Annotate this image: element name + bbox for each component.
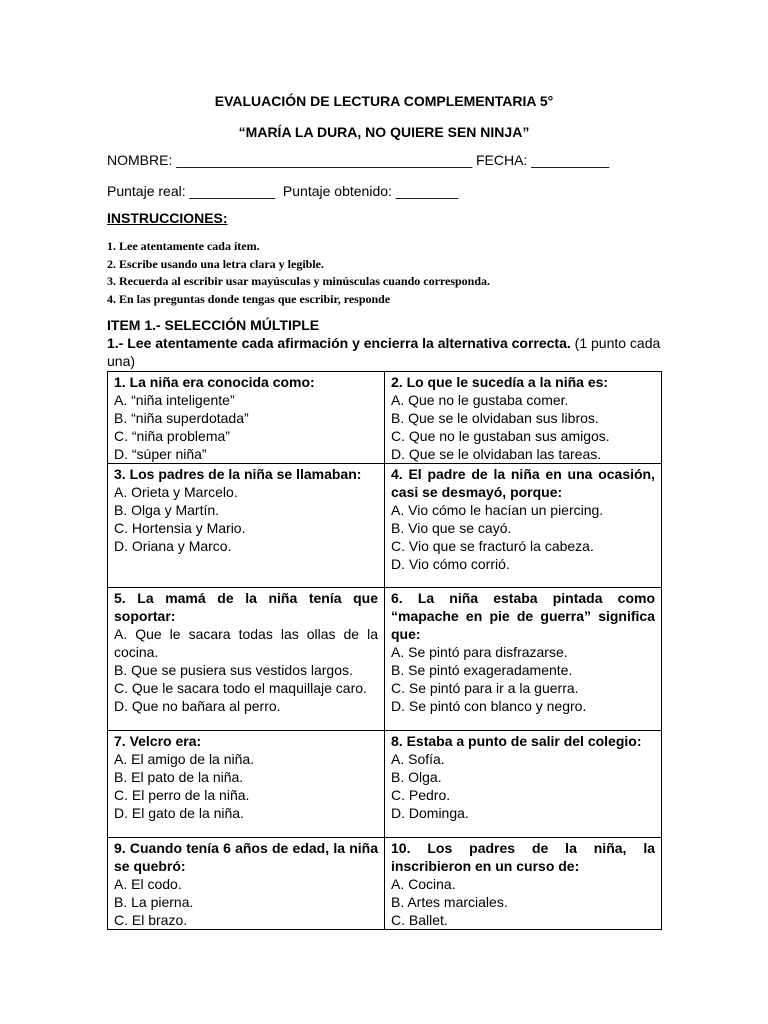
instructions-heading: INSTRUCCIONES: [107,210,228,226]
item-instruction [107,335,667,370]
question-text: 5. La mamá de la niña tenía que soportar: [114,590,378,624]
instruction-item: 4. En las preguntas donde tengas que escribir, responde [107,291,391,306]
score-field: Puntaje real: ___________ Puntaje obtenido: ________ [107,183,459,199]
question-row [108,588,662,731]
answer-option[interactable]: C. Vio que se fracturó la cabeza. [391,538,594,554]
answer-option[interactable]: A. “niña inteligente” [114,392,235,408]
question-row [108,838,662,930]
answer-option[interactable]: B. Olga. [391,769,442,785]
question-cell [108,731,385,838]
question-text: 10. Los padres de la niña, la inscribieron en un curso de: [391,840,655,874]
question-cell [385,731,662,838]
answer-option[interactable]: A. El codo. [114,876,182,892]
answer-option[interactable]: D. Oriana y Marco. [114,538,232,554]
answer-option[interactable]: D. Que se le olvidaban las tareas. [391,446,602,462]
book-title: “MARÍA LA DURA, NO QUIERE SEN NINJA” [238,124,530,140]
question-cell [108,464,385,588]
answer-option[interactable]: B. Que se pusiera sus vestidos largos. [114,662,353,678]
instruction-item: 2. Escribe usando una letra clara y legible. [107,256,324,271]
question-text: 6. La niña estaba pintada como “mapache en pie de guerra” significa que: [391,590,655,642]
name-date-field: NOMBRE: ______________________________________ FECHA: __________ [107,152,610,168]
answer-option[interactable]: C. Se pintó para ir a la guerra. [391,680,579,696]
answer-option[interactable]: A. Orieta y Marcelo. [114,484,238,500]
answer-option[interactable]: A. Que no le gustaba comer. [391,392,569,408]
question-text: 7. Velcro era: [114,733,202,749]
questions-table [107,371,662,930]
answer-option[interactable]: C. Pedro. [391,787,451,803]
question-text: 9. Cuando tenía 6 años de edad, la niña se quebró: [114,840,378,874]
question-cell [385,588,662,731]
item-instruction-bold: 1.- Lee atentamente cada afirmación y encierra la alternativa correcta. [107,335,571,351]
question-cell [108,372,385,464]
document-title: EVALUACIÓN DE LECTURA COMPLEMENTARIA 5° [214,93,554,109]
question-text: 1. La niña era conocida como: [114,374,315,390]
answer-option[interactable]: A. Se pintó para disfrazarse. [391,644,568,660]
answer-option[interactable]: C. El perro de la niña. [114,787,250,803]
question-cell [385,838,662,930]
answer-option[interactable]: A. El amigo de la niña. [114,751,255,767]
answer-option[interactable]: B. Vio que se cayó. [391,520,512,536]
question-text: 3. Los padres de la niña se llamaban: [114,466,362,482]
item-instruction-points: (1 punto cada una) [107,335,661,369]
answer-option[interactable]: C. Ballet. [391,912,448,928]
question-row [108,372,662,464]
question-text: 8. Estaba a punto de salir del colegio: [391,733,642,749]
instruction-item: 3. Recuerda al escribir usar mayúsculas y minúsculas cuando corresponda. [107,274,491,288]
answer-option[interactable]: C. Hortensia y Mario. [114,520,246,536]
answer-option[interactable]: D. Dominga. [391,805,469,821]
answer-option[interactable]: B. Se pintó exageradamente. [391,662,573,678]
answer-option[interactable]: B. Artes marciales. [391,894,508,910]
question-cell [108,838,385,930]
instruction-item: 1. Lee atentamente cada ítem. [107,239,260,253]
answer-option[interactable]: C. Que le sacara todo el maquillaje caro. [114,680,367,696]
question-cell [108,588,385,731]
answer-option[interactable]: A. Sofía. [391,751,445,767]
answer-option[interactable]: D. “súper niña” [114,446,207,462]
answer-option[interactable]: B. La pierna. [114,894,194,910]
answer-option[interactable]: A. Vio cómo le hacían un piercing. [391,502,604,518]
question-text: 2. Lo que le sucedía a la niña es: [391,374,609,390]
answer-option[interactable]: B. Olga y Martín. [114,502,220,518]
answer-option[interactable]: D. Se pintó con blanco y negro. [391,698,587,714]
answer-option[interactable]: D. El gato de la niña. [114,805,244,821]
answer-option[interactable]: A. Que le sacara todas las ollas de la cocina. [114,626,378,660]
instructions-list [107,238,490,308]
answer-option[interactable]: D. Que no bañara al perro. [114,698,281,714]
answer-option[interactable]: C. Que no le gustaban sus amigos. [391,428,610,444]
question-cell [385,464,662,588]
answer-option[interactable]: C. El brazo. [114,912,188,928]
question-row [108,464,662,588]
answer-option[interactable]: D. Vio cómo corrió. [391,556,510,572]
answer-option[interactable]: C. “niña problema” [114,428,230,444]
answer-option[interactable]: A. Cocina. [391,876,456,892]
answer-option[interactable]: B. Que se le olvidaban sus libros. [391,410,599,426]
item-title: ITEM 1.- SELECCIÓN MÚLTIPLE [107,317,320,333]
question-cell [385,372,662,464]
answer-option[interactable]: B. “niña superdotada” [114,410,249,426]
question-row [108,731,662,838]
question-text: 4. El padre de la niña en una ocasión, casi se desmayó, porque: [391,466,655,500]
answer-option[interactable]: B. El pato de la niña. [114,769,244,785]
